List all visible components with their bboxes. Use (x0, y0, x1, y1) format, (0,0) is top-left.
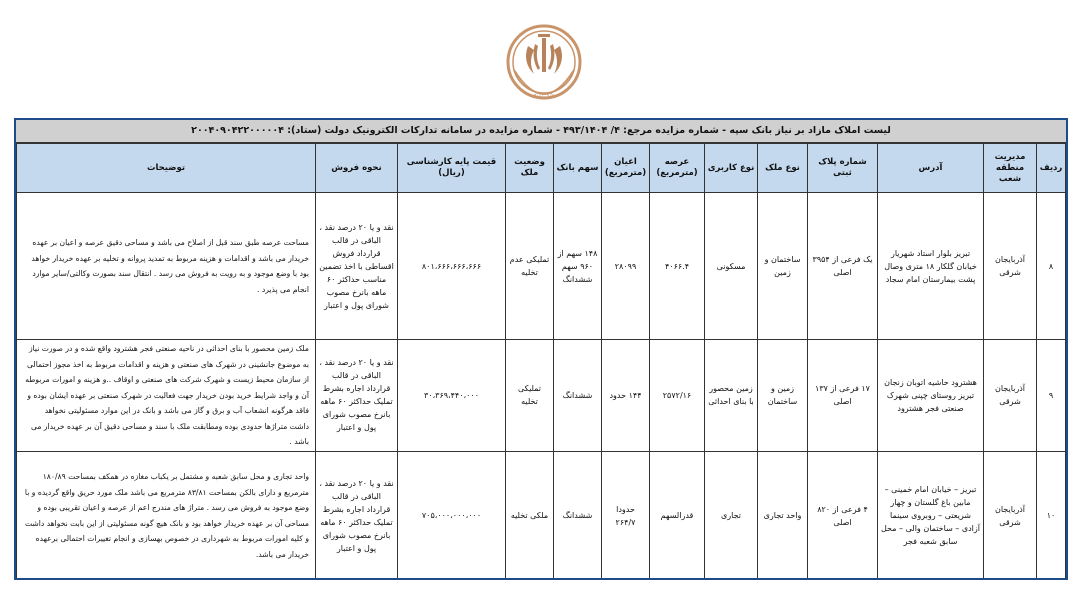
cell-plate: ۱۷ فرعی از ۱۳۷ اصلی (808, 340, 878, 452)
cell-building: حدودا ۲۶۴/۷ (602, 451, 650, 580)
header-notes: توضیحات (17, 144, 316, 193)
table-row (17, 193, 1066, 340)
header-row (17, 144, 1066, 193)
cell-status: تملیکی عدم تخلیه (506, 193, 554, 340)
cell-price: ۳۰،۳۶۹،۴۴۰،۰۰۰ (398, 340, 506, 452)
property-table (16, 143, 1066, 580)
cell-notes: ملک زمین محصور با بنای احداثی در ناحیه صنعتی فجر هشترود واقع شده و در صورت نیاز به موضوع جانشینی در شهرک های صنعتی و هزینه و اقدامات مربوط به اخذ مجوز احتمالی از سازمان محیط زیست و شهرک شرکت های صنعتی و اوقاف ..و هزینه و امورات مربوطه آن و واجد شرایط خرید بودن خریدار جهت فعالیت در شهرک صنعتی بر عهده ایشان بوده و فاقد هرگونه انشعاب آب و برق و گاز می باشد و بانک در این موارد مسئولیتی نخواهد داشت متراژها حدودی بوده ومطابقت ملک با سند و مساحی دقیق آن بر عهده خریدار می باشد . (17, 340, 316, 452)
table-row (17, 451, 1066, 580)
cell-usage: مسکونی (705, 193, 758, 340)
cell-share: ۱۴۸ سهم از ۹۶۰ سهم ششدانگ (554, 193, 602, 340)
header-ownership: نوع ملک (758, 144, 808, 193)
header-method: نحوه فروش (316, 144, 398, 193)
cell-usage: تجاری (705, 451, 758, 580)
cell-ownership: زمین و ساختمان (758, 340, 808, 452)
header-address: آدرس (878, 144, 984, 193)
cell-status: تملیکی تخلیه (506, 340, 554, 452)
header-plate: شماره پلاک ثبتی (808, 144, 878, 193)
logo-text: بانک سپه (532, 90, 556, 100)
cell-row-number: ۸ (1037, 193, 1066, 340)
header-status: وضعیت ملک (506, 144, 554, 193)
cell-row-number: ۱۰ (1037, 451, 1066, 580)
cell-ownership: ساختمان و زمین (758, 193, 808, 340)
cell-method: نقد و یا ۲۰ درصد نقد ، الباقی در قالب قرارداد اجاره بشرط تملیک حداکثر ۶۰ ماهه بانرخ مصوب شورای پول و اعتبار (316, 451, 398, 580)
cell-notes: مساحت عرصه طبق سند قبل از اصلاح می باشد و مساحی دقیق عرصه و اعیان بر عهده خریدار می باشد و اقدامات و هزینه مربوط به تمدید پروانه و تخلیه بر عهده خریدار خواهد بود با وضع موجود و به رویت به فروش می رسد . انتقال سند بصورت وکالتی/سایر موارد انجام می پذیرد . (17, 193, 316, 340)
auction-sheet (14, 118, 1068, 580)
header-area: عرصه (مترمربع) (650, 144, 705, 193)
cell-ownership: واحد تجاری (758, 451, 808, 580)
cell-branch: آذربایجان شرقی (984, 193, 1037, 340)
cell-notes: واحد تجاری و محل سابق شعبه و مشتمل بر یکباب مغازه در همکف بمساحت ۱۸۰/۸۹ مترمربع و دارای بالکن بمساحت ۸۳/۸۱ مترمربع می باشد ملک مورد حریق واقع گردیده و با وضع موجود به فروش می رسد . متراژ های مندرج اعم از عرصه و اعیان تقریبی بوده و مساحی آن بر عهده خریدار خواهد بود و بانک هیچ گونه مسئولیتی از این بابت نخواهد داشت و کلیه امورات مربوط به شهرداری در خصوص بهسازی و انجام تغییرات احتمالی برعهده خریدار می باشد. (17, 451, 316, 580)
cell-building: ۲۸۰۹۹ (602, 193, 650, 340)
cell-method: نقد و یا ۲۰ درصد نقد ، الباقی در قالب قرارداد اجاره بشرط تملیک حداکثر ۶۰ ماهه بانرخ مصوب شورای پول و اعتبار (316, 340, 398, 452)
cell-plate: ۴ فرعی از ۸۲۰ اصلی (808, 451, 878, 580)
bank-sepah-logo-icon (504, 22, 584, 110)
cell-usage: زمین محصور با بنای احداثی (705, 340, 758, 452)
cell-address: تبریز – خیابان امام خمینی – مابین باغ گلستان و چهار شریعتی – روبروی سینما آزادی – ساختمان والی – محل سابق شعبه فجر (878, 451, 984, 580)
cell-price: ۷۰۵،۰۰۰،۰۰۰،۰۰۰ (398, 451, 506, 580)
cell-building: ۱۴۴ حدود (602, 340, 650, 452)
header-building: اعیان (مترمربع) (602, 144, 650, 193)
cell-plate: یک فرعی از ۳۹۵۴ اصلی (808, 193, 878, 340)
cell-branch: آذربایجان شرقی (984, 340, 1037, 452)
cell-method: نقد و یا ۲۰ درصد نقد ، الباقی در قالب قرارداد فروش اقساطی با اخذ تضمین مناسب حداکثر ۶۰ ماهه بانرخ مصوب شورای پول و اعتبار (316, 193, 398, 340)
cell-share: ششدانگ (554, 451, 602, 580)
table-row (17, 340, 1066, 452)
cell-share: ششدانگ (554, 340, 602, 452)
cell-price: ۸۰۱،۶۶۶،۶۶۶،۶۶۶ (398, 193, 506, 340)
header-usage: نوع کاربری (705, 144, 758, 193)
cell-address: تبریز بلوار استاد شهریار خیابان گلکار ۱۸ متری وصال پشت بیمارستان امام سجاد (878, 193, 984, 340)
cell-area: ۴۰۶۶.۴ (650, 193, 705, 340)
header-price: قیمت پایه کارشناسی (ریال) (398, 144, 506, 193)
cell-address: هشترود حاشیه اتوبان زنجان تبریز روستای چپنی شهرک صنعتی فجر هشترود (878, 340, 984, 452)
header-branch: مدیریت منطقه شعب (984, 144, 1037, 193)
cell-row-number: ۹ (1037, 340, 1066, 452)
header-row-number: ردیف (1037, 144, 1066, 193)
cell-area: ۲۵۷۲/۱۶ (650, 340, 705, 452)
cell-area: قدرالسهم (650, 451, 705, 580)
sheet-title: لیست املاک مازاد بر نیاز بانک سپه - شماره مزایده مرجع: ۴/ ۴۹۳/۱۴۰۴ - شماره مزایده در سامانه تدارکات الکترونیک دولت (ستاد): ۲۰۰۴۰۹۰۴۲۲۰۰۰۰۰۴ (16, 120, 1066, 143)
cell-status: ملکی تخلیه (506, 451, 554, 580)
cell-branch: آذربایجان شرقی (984, 451, 1037, 580)
header-share: سهم بانک (554, 144, 602, 193)
